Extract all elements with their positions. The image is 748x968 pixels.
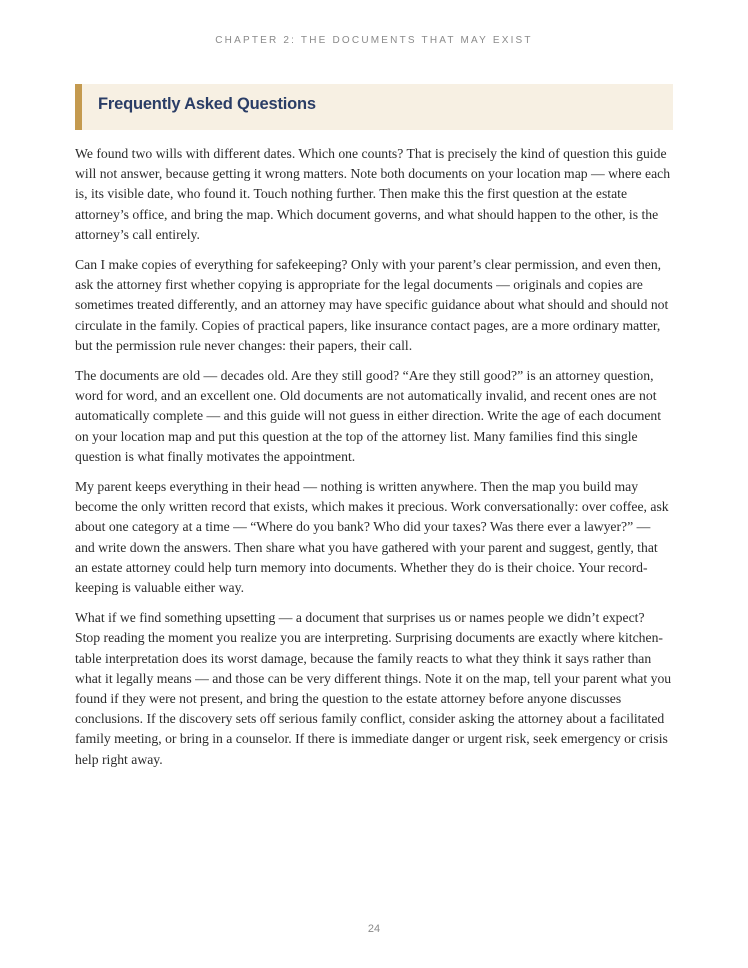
faq-paragraph-nothing-written: My parent keeps everything in their head — nothing is written anywhere. Then the map you build may become the only written record that exists, which makes it precious. Work conversationally: over coffee, ask about one category at a time — “Where do you bank? Who did your taxes? Was there ever a lawyer?” — and write down the answers. Then share what you have gathered with your parent and suggest, gently, that an estate attorney could help turn memory into documents. Whether they do is their choice. Your record-keeping is valuable either way. bbox=[75, 479, 669, 596]
faq-paragraph-copies: Can I make copies of everything for safekeeping? Only with your parent’s clear permission, and even then, ask the attorney first whether copying is appropriate for the legal documents — originals and copies are sometimes treated differently, and an attorney may have specific guidance about what should and should not circulate in the family. Copies of practical papers, like insurance contact pages, are a more ordinary matter, but the permission rule never changes: their papers, their call. bbox=[75, 257, 669, 353]
running-header: CHAPTER 2: THE DOCUMENTS THAT MAY EXIST bbox=[215, 35, 533, 46]
section-title: Frequently Asked Questions bbox=[98, 95, 316, 113]
faq-paragraph-upsetting-discovery: What if we find something upsetting — a document that surprises us or names people we didn’t expect? Stop reading the moment you realize you are interpreting. Surprising documents are exactly where kitchen-table interpretation does its worst damage, because the family reacts to what they think it says rather than what it legally means — and those can be very different things. Note it on the map, tell your parent what you found if they were not present, and bring the question to the estate attorney before anyone discusses conclusions. If the discovery sets off serious family conflict, consider asking the attorney about a facilitated family meeting, or bring in a counselor. If there is immediate danger or urgent risk, seek emergency or crisis help right away. bbox=[75, 610, 672, 767]
page-number: 24 bbox=[367, 923, 381, 935]
section-banner bbox=[75, 84, 673, 130]
faq-paragraph-two-wills: We found two wills with different dates. Which one counts? That is precisely the kind of question this guide will not answer, because getting it wrong matters. Note both documents on your location map — where each is, its visible date, who found it. Touch nothing further. Then make this the first question at the estate attorney’s office, and bring the map. Which document governs, and what should happen to the other, is the attorney’s call entirely. bbox=[75, 146, 671, 242]
faq-body bbox=[75, 144, 673, 780]
faq-paragraph-old-documents: The documents are old — decades old. Are they still good? “Are they still good?” is an attorney question, word for word, and an excellent one. Old documents are not automatically invalid, and recent ones are not automatically complete — and this guide will not guess in either direction. Write the age of each document on your location map and put this question at the top of the attorney list. Many families find this single question is what finally motivates the appointment. bbox=[75, 368, 662, 464]
